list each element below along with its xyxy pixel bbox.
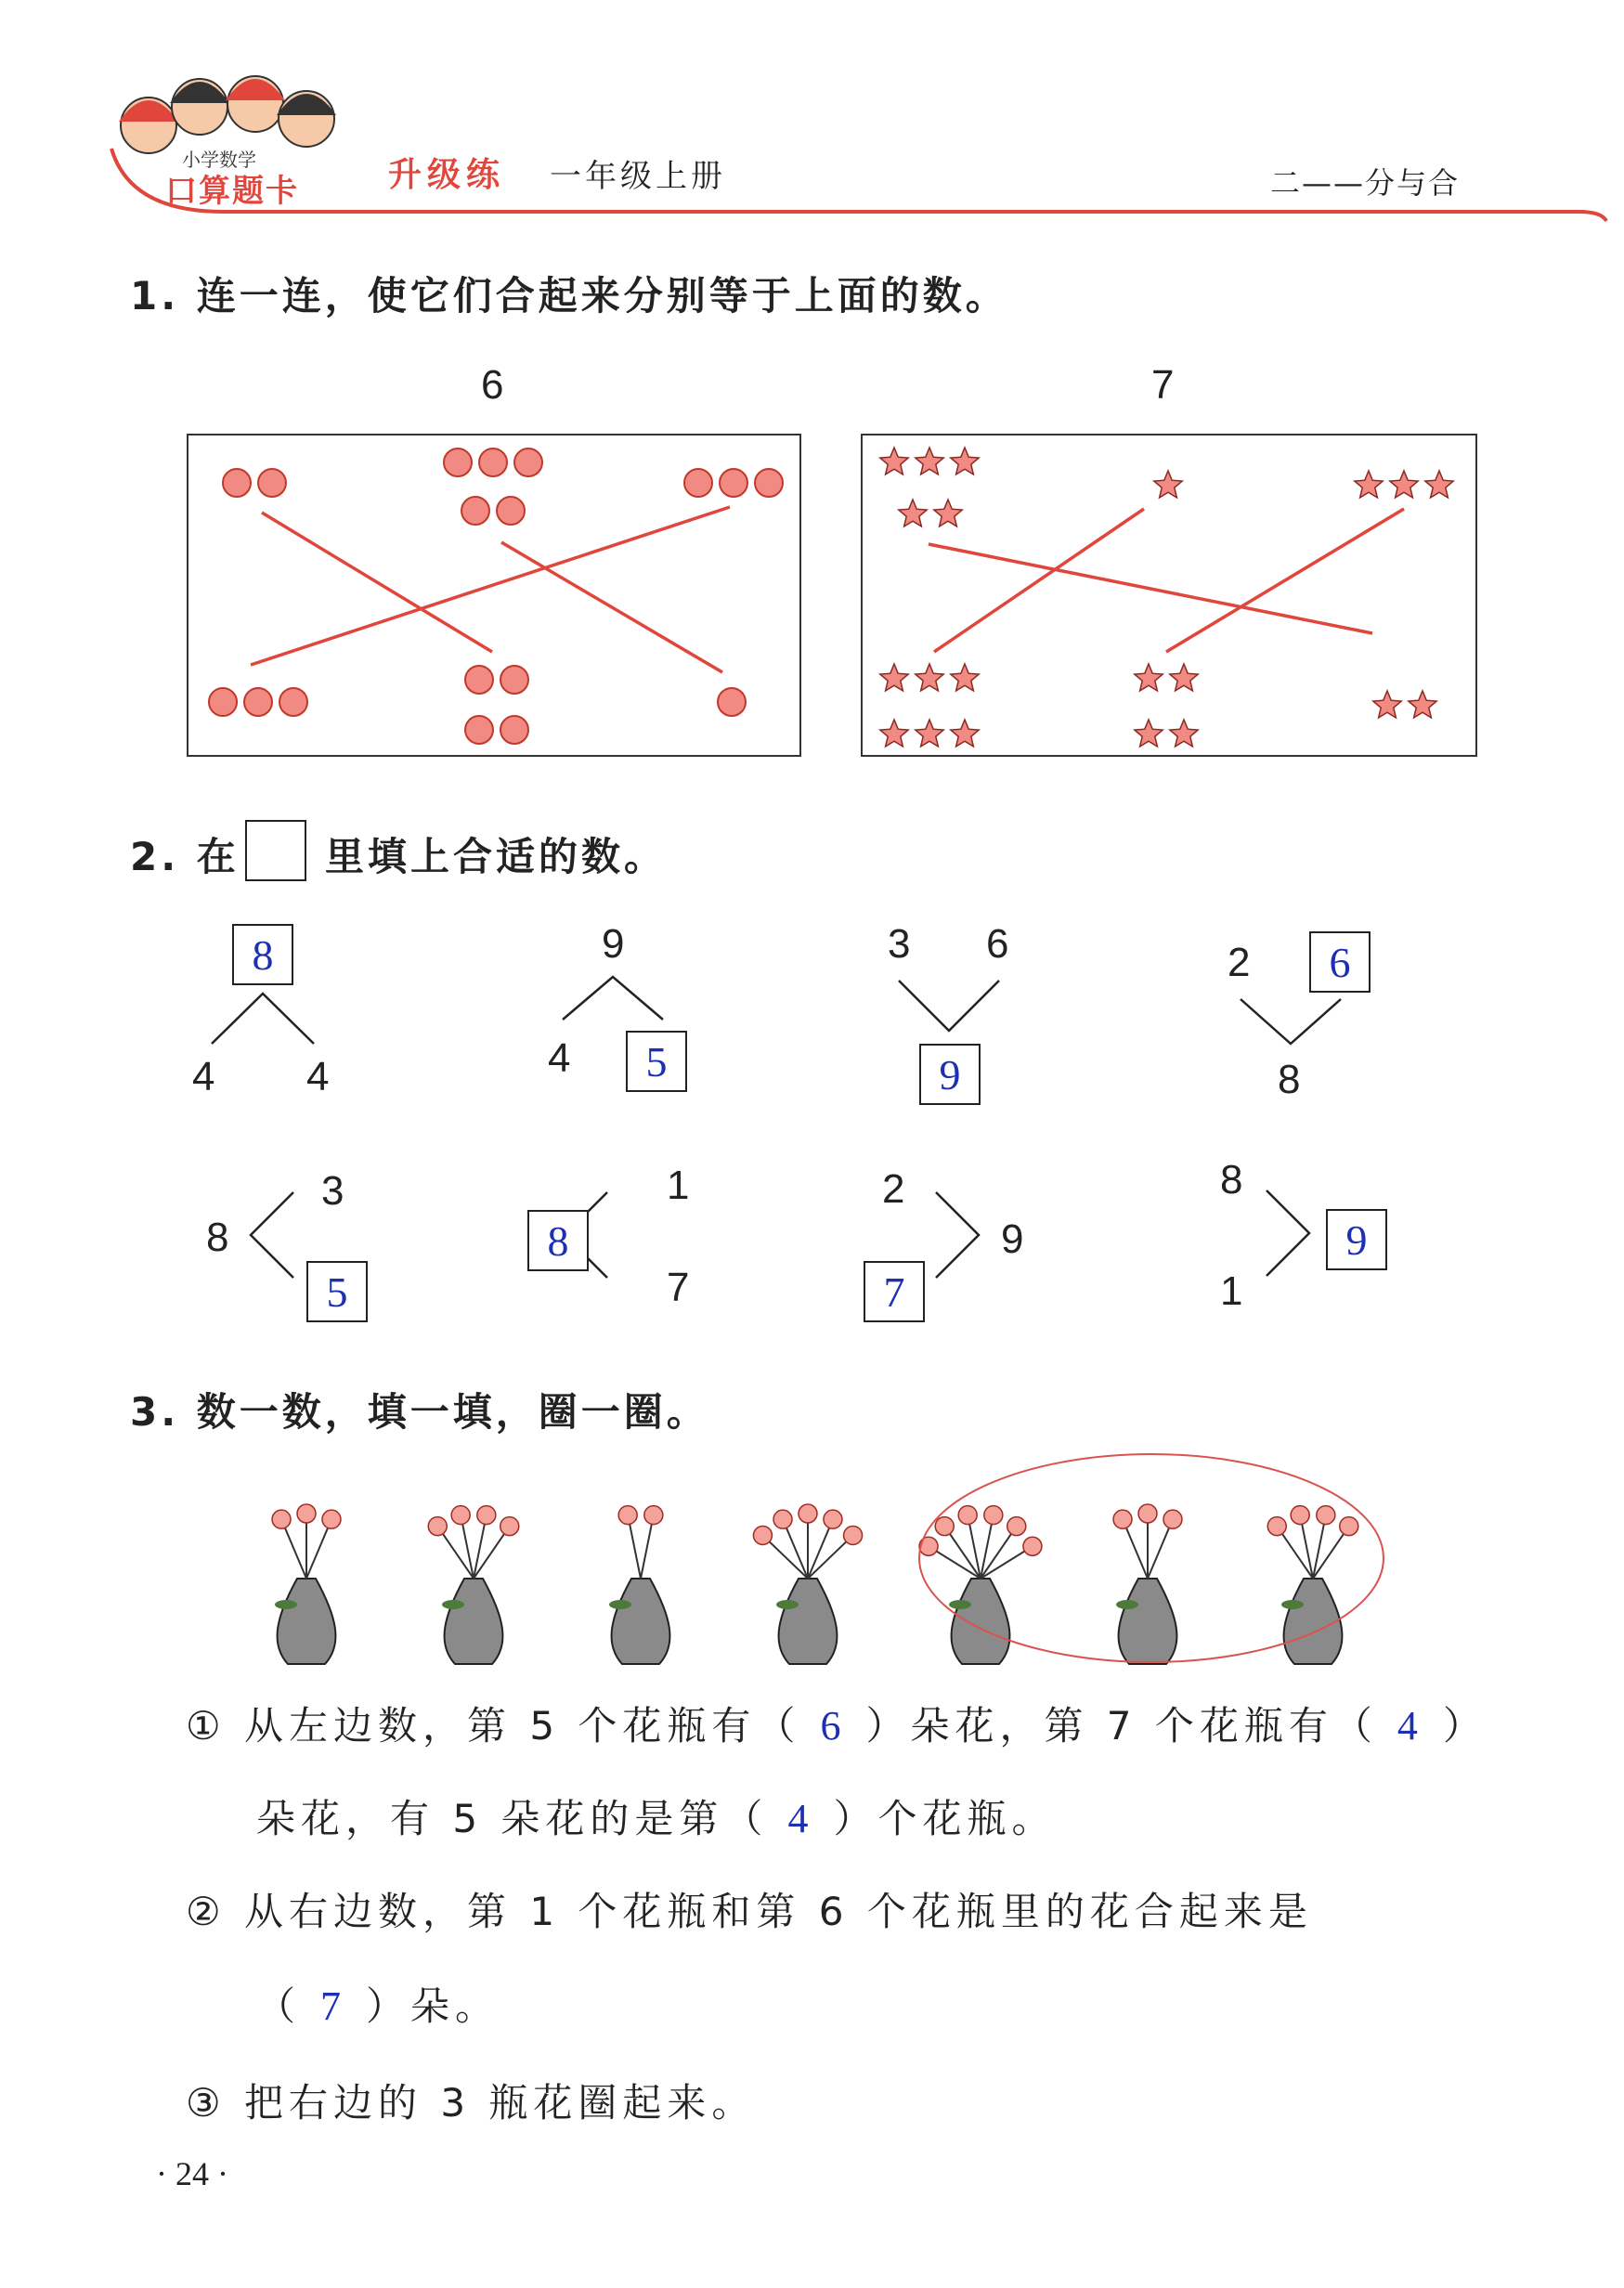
flower-4-1 [935,1517,954,1536]
q2-item1-left: 4 [192,1054,215,1099]
dot-0 [223,469,251,497]
q2-item6-lower: 7 [667,1265,690,1310]
dot-6 [497,497,525,525]
star-2 [951,448,979,474]
q2-item7-whole: 9 [1001,1216,1024,1262]
header-tag: 升级练 [388,156,506,194]
q1-line-3 [929,544,1372,633]
q3-s1-a: ① 从左边数，第 5 个花瓶有（ [186,1703,801,1748]
dot-2 [444,448,472,476]
q2-item1-right: 4 [306,1054,330,1099]
q2-item5-whole: 8 [206,1215,229,1260]
flower-5-0 [1113,1510,1132,1528]
flower-3-4 [844,1526,863,1544]
flower-6-1 [1291,1506,1309,1525]
star-16 [1170,664,1198,691]
logo-top-text: 小学数学 [182,149,256,171]
flower-5-2 [1163,1510,1182,1528]
leaf-1 [442,1600,464,1609]
vase-2 [445,1579,503,1664]
q2-connector-1 [563,977,663,1020]
q2-item6-upper: 1 [667,1163,690,1208]
leaf-3 [776,1600,799,1609]
vase-4 [779,1579,838,1664]
q2-connector-7 [1267,1190,1309,1276]
q1-line-0 [262,513,492,652]
leaf-5 [1116,1600,1138,1609]
dot-4 [514,448,542,476]
q3-s2-b: （ [256,1983,302,2029]
flower-5-1 [1138,1504,1157,1523]
q2-item3-left: 3 [888,921,911,967]
flower-6-2 [1317,1506,1335,1525]
dot-14 [500,666,528,694]
star-6 [1355,471,1383,498]
q3-s1-d: 朵花，有 5 朵花的是第（ [256,1796,769,1841]
q2-prompt-a: 2. 在 [130,834,240,879]
q3-s1-c: ） [1442,1703,1488,1748]
q1-line-2 [501,542,722,672]
dot-8 [720,469,747,497]
flower-0-2 [322,1510,341,1528]
q3-s2-c: ）朵。 [366,1983,500,2029]
logo [111,65,362,214]
star-20 [1409,691,1436,718]
q2-item4-left: 2 [1228,940,1251,985]
vase-1 [278,1579,336,1664]
star-15 [1135,664,1163,691]
dot-13 [465,666,493,694]
q3-s1-answer1[interactable]: 6 [820,1703,847,1748]
flower-1-0 [428,1517,447,1536]
dot-12 [279,688,307,716]
q3-prompt: 3. 数一数，填一填，圈一圈。 [130,1389,709,1435]
q1-total-stars: 7 [1151,362,1175,408]
q1-line-5 [1166,509,1404,652]
q2-item3-bottom-box[interactable]: 9 [919,1044,981,1105]
dot-7 [684,469,712,497]
q2-item1-top-box[interactable]: 8 [232,924,293,985]
dot-5 [461,497,489,525]
dot-16 [500,716,528,744]
flower-2-1 [644,1506,663,1525]
dot-11 [244,688,272,716]
flower-0-0 [272,1510,291,1528]
star-12 [880,720,908,747]
star-8 [1425,471,1453,498]
vase-7 [1284,1579,1343,1664]
flower-6-3 [1340,1517,1358,1536]
q3-s1-e: ）个花瓶。 [833,1796,1057,1841]
flower-3-2 [799,1504,817,1523]
flower-3-3 [824,1510,842,1528]
star-5 [1154,471,1182,498]
star-4 [934,500,962,526]
flower-4-2 [958,1506,977,1525]
q1-prompt: 1. 连一连，使它们合起来分别等于上面的数。 [130,273,1008,318]
q2-item4-bottom: 8 [1278,1057,1301,1102]
q3-sub1-line2 [256,1788,1056,1844]
star-19 [1373,691,1401,718]
vase-6 [1119,1579,1177,1664]
q2-item2-right-box[interactable]: 5 [626,1031,687,1092]
flower-1-1 [451,1506,470,1525]
q2-item7-upper: 2 [882,1166,905,1212]
flower-6-0 [1267,1517,1286,1536]
vase-3 [612,1579,670,1664]
q3-sub2-line1: ② 从右边数，第 1 个花瓶和第 6 个花瓶里的花合起来是 [186,1889,1313,1934]
q3-sub1-line1 [186,1696,1488,1751]
dot-3 [479,448,507,476]
header-section: 二——分与合 [1270,165,1461,201]
q2-item6-whole-box[interactable]: 8 [527,1210,589,1271]
flower-4-3 [984,1506,1003,1525]
vase-5 [952,1579,1010,1664]
leaf-6 [1281,1600,1304,1609]
q1-line-1 [251,507,730,665]
flower-3-0 [753,1526,772,1544]
header-grade: 一年级上册 [550,158,726,195]
q2-connector-3 [1241,999,1341,1044]
star-10 [916,664,943,691]
q2-prompt-b: 里填上合适的数。 [325,834,668,879]
q3-s1-answer2[interactable]: 4 [1397,1703,1423,1748]
q2-item5-upper: 3 [321,1168,344,1214]
leaf-2 [609,1600,631,1609]
q2-prompt-box [245,820,306,881]
q2-item8-whole-box[interactable]: 9 [1326,1209,1387,1270]
leaf-0 [275,1600,297,1609]
flower-3-1 [773,1510,792,1528]
star-3 [899,500,927,526]
q3-s1-answer3[interactable]: 4 [787,1796,814,1841]
dot-17 [718,688,746,716]
q2-connector-2 [899,981,999,1031]
logo-main-text: 口算题卡 [165,173,299,210]
q2-item2-left: 4 [548,1035,571,1081]
star-7 [1390,471,1418,498]
q2-item8-upper: 8 [1220,1157,1243,1202]
q2-connector-0 [212,994,314,1044]
dot-9 [755,469,783,497]
q3-s1-b: ）朵花，第 7 个花瓶有（ [865,1703,1378,1748]
star-0 [880,448,908,474]
q3-s2-answer[interactable]: 7 [320,1983,347,2029]
q2-item5-lower-box[interactable]: 5 [306,1261,368,1322]
page-number: · 24 · [156,2155,228,2192]
q3-sub3: ③ 把右边的 3 瓶花圈起来。 [186,2080,757,2126]
q2-item4-right-box[interactable]: 6 [1309,931,1371,993]
star-9 [880,664,908,691]
dot-10 [209,688,237,716]
star-14 [951,720,979,747]
flower-1-2 [477,1506,496,1525]
flower-4-5 [1023,1537,1042,1555]
star-1 [916,448,943,474]
star-18 [1170,720,1198,747]
star-11 [951,664,979,691]
q1-total-dots: 6 [481,362,504,408]
leaf-4 [949,1600,971,1609]
star-13 [916,720,943,747]
q2-item2-top: 9 [602,921,625,967]
q3-sub2-line2 [256,1976,500,2032]
flower-4-4 [1007,1517,1026,1536]
q2-item8-lower: 1 [1220,1268,1243,1314]
flower-0-1 [297,1504,316,1523]
dot-1 [258,469,286,497]
flower-1-3 [500,1517,519,1536]
q2-connector-6 [936,1192,979,1278]
flower-2-0 [618,1506,637,1525]
q2-item7-lower-box[interactable]: 7 [864,1261,925,1322]
q2-item3-right: 6 [986,921,1009,967]
star-17 [1135,720,1163,747]
dot-15 [465,716,493,744]
q2-connector-4 [251,1192,293,1278]
